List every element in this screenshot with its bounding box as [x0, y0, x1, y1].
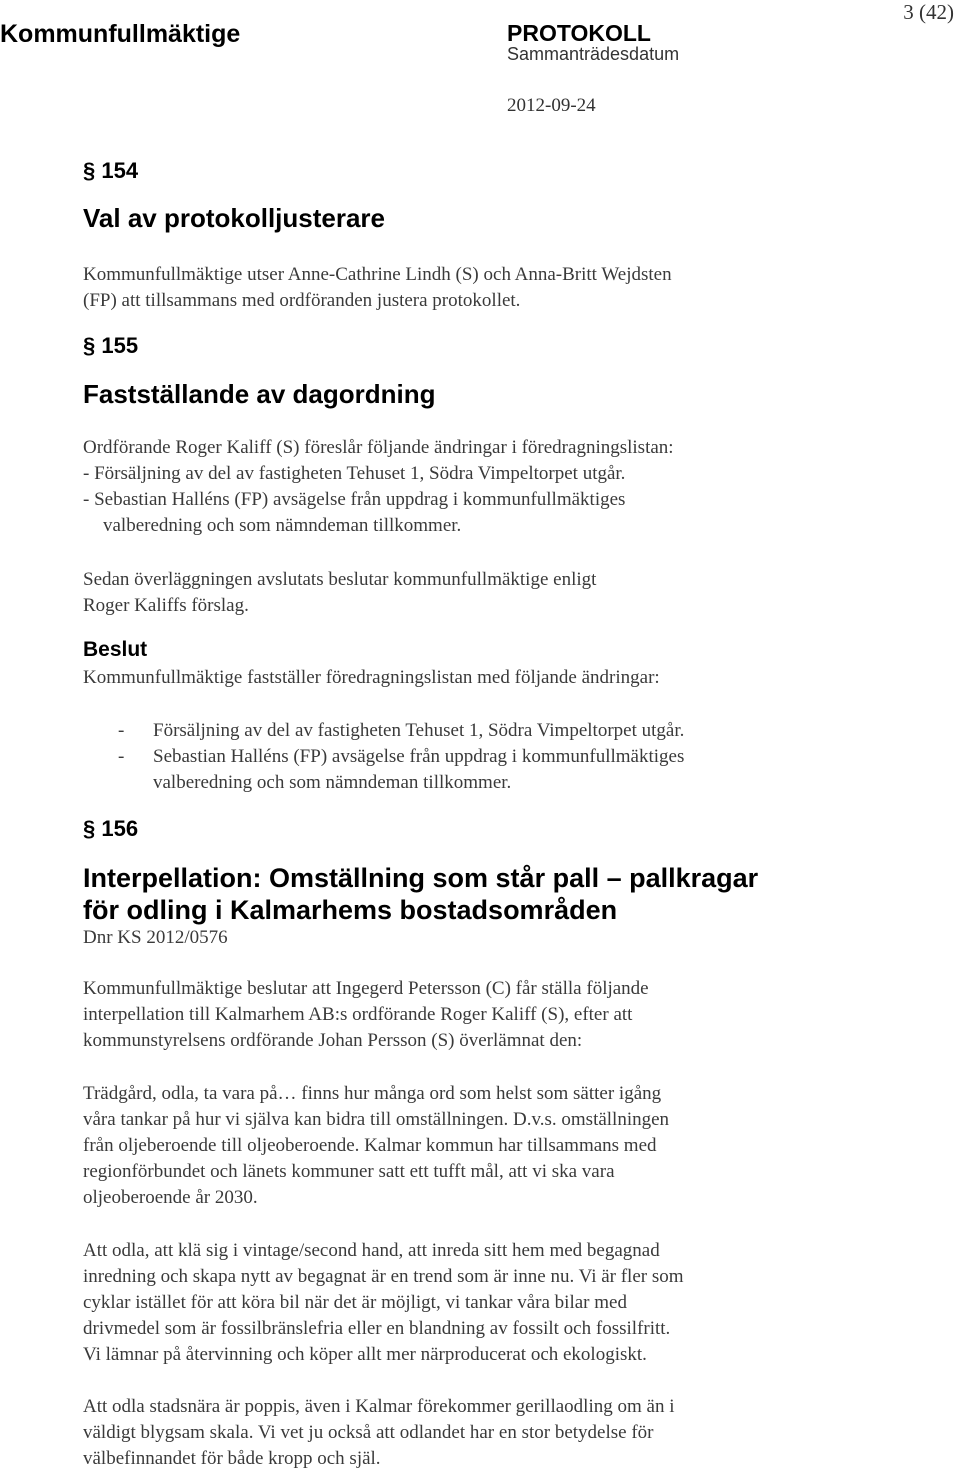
meeting-date: 2012-09-24 — [507, 95, 596, 116]
section-154-body — [83, 262, 803, 314]
text-line: från oljeberoende till oljeoberoende. Kalmar kommun har tillsammans med — [83, 1135, 657, 1156]
text-line: inredning och skapa nytt av begagnat är en trend som är inne nu. Vi är fler som — [83, 1266, 684, 1287]
text-line: oljeoberoende år 2030. — [83, 1187, 258, 1208]
section-154-title: Val av protokolljusterare — [83, 203, 386, 233]
section-155-title: Fastställande av dagordning — [83, 379, 436, 409]
section-156-p1 — [83, 976, 803, 1054]
title-line: för odling i Kalmarhems bostadsområden — [83, 895, 618, 925]
list-item-text: Försäljning av del av fastigheten Tehuset 1, Södra Vimpeltorpet utgår. — [153, 720, 685, 741]
dnr — [83, 925, 803, 951]
text-line: valberedning och som nämndeman tillkommer. — [103, 515, 462, 536]
beslut-text — [83, 665, 803, 691]
text-line: kommunstyrelsens ordförande Johan Persson (S) överlämnat den: — [83, 1030, 583, 1051]
section-156-p4 — [83, 1394, 803, 1472]
list-item — [83, 718, 803, 744]
beslut-list — [83, 718, 803, 796]
list-item — [83, 744, 803, 770]
beslut-heading: Beslut — [83, 638, 148, 661]
text-line: interpellation till Kalmarhem AB:s ordförande Roger Kaliff (S), efter att — [83, 1004, 633, 1025]
header-doc-type: PROTOKOLL — [507, 20, 651, 46]
text-line: väldigt blygsam skala. Vi vet ju också att odlandet har en stor betydelse för — [83, 1422, 654, 1443]
page-number: 3 (42) — [903, 0, 954, 24]
section-156-p3 — [83, 1238, 803, 1368]
section-155-number: § 155 — [83, 333, 139, 358]
title-line: Interpellation: Omställning som står pall – pallkragar — [83, 863, 759, 893]
dnr-text: Dnr KS 2012/0576 — [83, 927, 228, 948]
text-line: Ordförande Roger Kaliff (S) föreslår följande ändringar i föredragningslistan: — [83, 437, 674, 458]
text-line: Att odla, att klä sig i vintage/second hand, att inreda sitt hem med begagnad — [83, 1240, 660, 1261]
text-line: Kommunfullmäktige utser Anne-Cathrine Lindh (S) och Anna-Britt Wejdsten — [83, 264, 672, 285]
text-line: Att odla stadsnära är poppis, även i Kalmar förekommer gerillaodling om än i — [83, 1396, 675, 1417]
text-line: Trädgård, odla, ta vara på… finns hur många ord som helst som sätter igång — [83, 1083, 662, 1104]
text-line: - Sebastian Halléns (FP) avsägelse från uppdrag i kommunfullmäktiges — [83, 489, 626, 510]
text-line: - Försäljning av del av fastigheten Tehuset 1, Södra Vimpeltorpet utgår. — [83, 463, 626, 484]
text-line: (FP) att tillsammans med ordföranden justera protokollet. — [83, 290, 521, 311]
section-155-after — [83, 567, 803, 619]
text-line: drivmedel som är fossilbränslefria eller en blandning av fossilt och fossilfritt. — [83, 1318, 671, 1339]
list-dash: - — [118, 746, 125, 767]
text-line: Kommunfullmäktige beslutar att Ingegerd Petersson (C) får ställa följande — [83, 978, 649, 999]
text-line: Vi lämnar på återvinning och köper allt mer närproducerat och ekologiskt. — [83, 1344, 647, 1365]
section-156-number: § 156 — [83, 816, 139, 841]
text-line: cyklar istället för att köra bil när det är möjligt, vi tankar våra bilar med — [83, 1292, 627, 1313]
section-155-proposal — [83, 435, 803, 539]
list-dash: - — [118, 720, 125, 741]
text-line: Sedan överläggningen avslutats beslutar kommunfullmäktige enligt — [83, 569, 597, 590]
text-line: våra tankar på hur vi själva kan bidra till omställningen. D.v.s. omställningen — [83, 1109, 670, 1130]
header-org: Kommunfullmäktige — [0, 20, 241, 48]
text-line: Roger Kaliffs förslag. — [83, 595, 249, 616]
list-item-text: valberedning och som nämndeman tillkommer. — [153, 772, 512, 793]
section-156-p2 — [83, 1081, 803, 1211]
text-line: välbefinnandet för både kropp och själ. — [83, 1448, 381, 1469]
list-item — [83, 770, 803, 796]
text-line: Kommunfullmäktige fastställer föredragningslistan med följande ändringar: — [83, 667, 660, 688]
list-item-text: Sebastian Halléns (FP) avsägelse från uppdrag i kommunfullmäktiges — [153, 746, 685, 767]
text-line: regionförbundet och länets kommuner satt ett tufft mål, att vi ska vara — [83, 1161, 615, 1182]
meeting-date-label: Sammanträdesdatum — [507, 44, 680, 64]
section-154-number: § 154 — [83, 158, 139, 183]
section-156-title — [83, 862, 758, 926]
